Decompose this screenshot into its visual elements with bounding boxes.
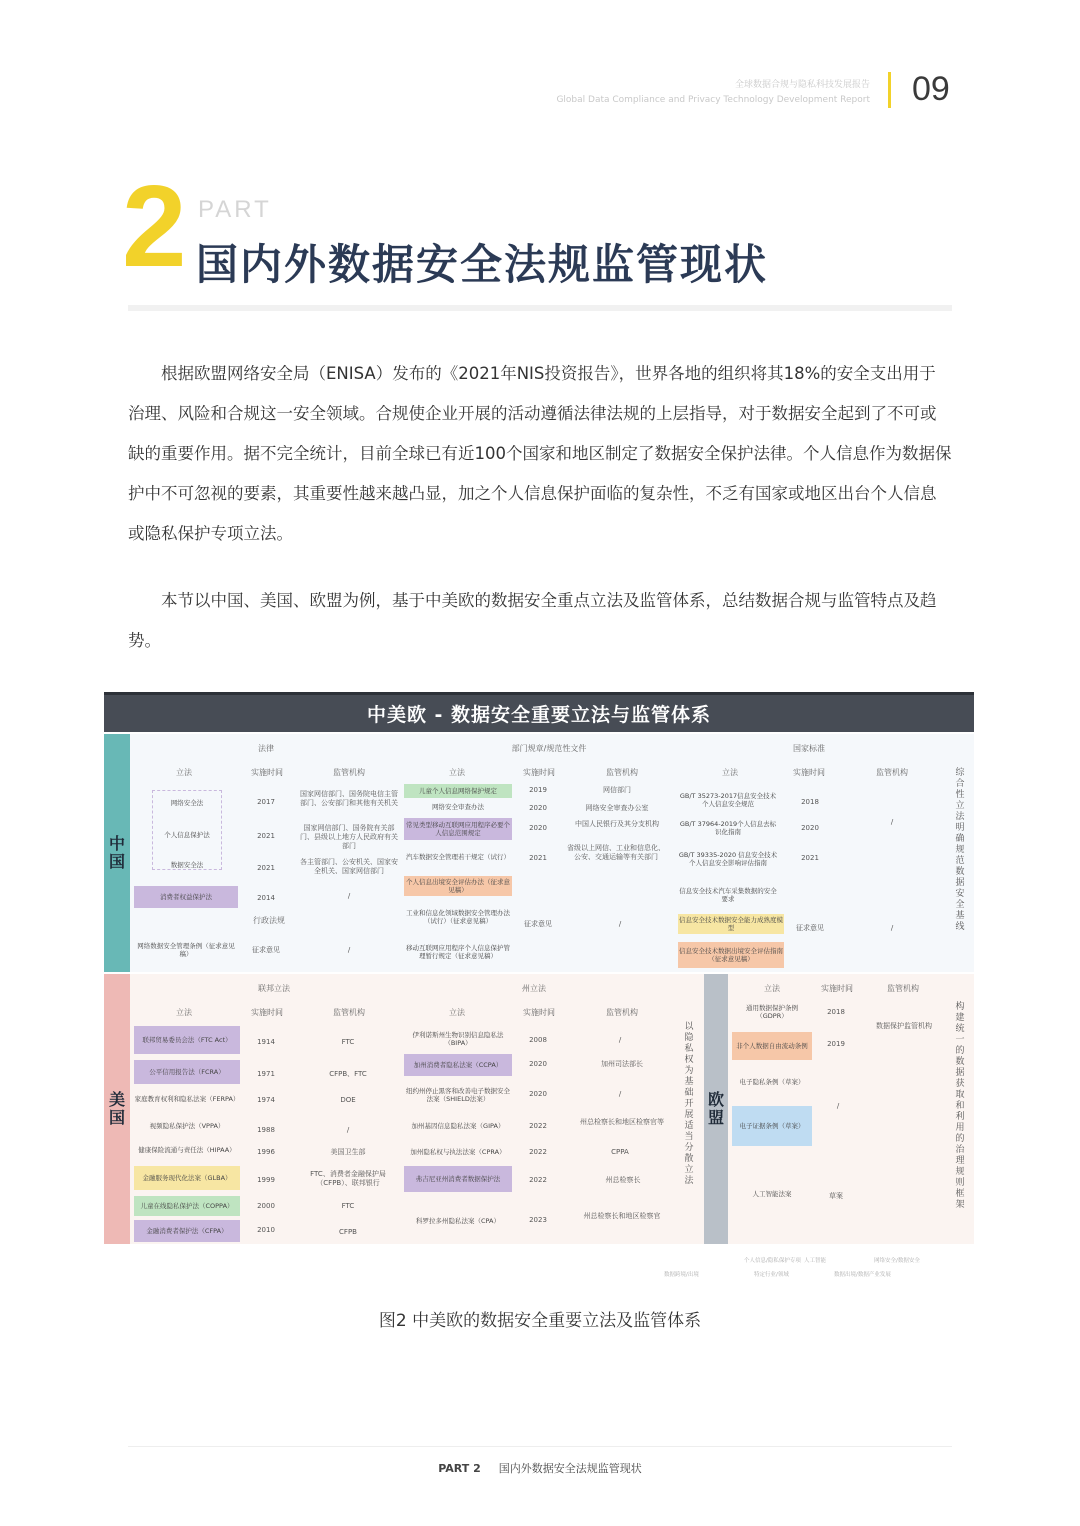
usa-federal-name: 公平信用报告法（FCRA） (134, 1060, 240, 1084)
usa-state-regulator: 州总检察长和地区检察官 (583, 1212, 661, 1220)
usa-federal-name: 儿童在线隐私保护法（COPPA） (134, 1196, 240, 1216)
china-law-regulator: 国家网信部门、国务院电信主管部门、公安部门和其他有关机关 (300, 790, 398, 807)
usa-state-regulator: 州总检察长和地区检察官等 (580, 1118, 664, 1126)
usa-side-note: 以隐私权为基础开展适当分散立法 (684, 1022, 694, 1186)
china-law-year: 2014 (257, 894, 275, 902)
legend-item: 人工智能 (804, 1258, 827, 1264)
usa-state-name: 加州基因信息隐私法案（GIPA） (411, 1122, 505, 1130)
figure-caption: 图2 中美欧的数据安全重要立法及监管体系 (378, 1311, 702, 1331)
legend-item: 数据跨境/出境 (664, 1272, 699, 1278)
china-dept-name: 移动互联网应用程序个人信息保护管理暂行规定（征求意见稿） (406, 944, 510, 960)
china-law-name: 数据安全法 (170, 861, 204, 869)
usa-federal-regulator: CFPB、FTC (329, 1070, 367, 1078)
usa-state-col-law: 立法 (449, 1008, 465, 1017)
eu-law-name: 电子隐私条例（草案） (739, 1078, 805, 1086)
usa-col-time: 实施时间 (251, 1008, 283, 1017)
usa-federal-name: 联邦贸易委员会法（FTC Act） (134, 1026, 240, 1054)
eu-law-name: 通用数据保护条例（GDPR） (746, 1004, 798, 1020)
china-dept-year: 2020 (529, 804, 547, 812)
china-dept-name: 常见类型移动互联网应用程序必要个人信息范围规定 (404, 818, 512, 840)
eu-col-reg: 监管机构 (887, 984, 919, 993)
usa-federal-year: 1996 (257, 1148, 275, 1156)
eu-law-year: 草案 (829, 1192, 843, 1200)
eu-col-law: 立法 (764, 984, 780, 993)
china-law-regulator: 各主管部门、公安机关、国家安全机关、国家网信部门 (300, 858, 398, 875)
china-col-reg: 监管机构 (333, 768, 365, 777)
china-dept-name: 儿童个人信息网络保护规定 (404, 784, 512, 798)
china-dept-regulator: 中国人民银行及其分支机构 (575, 820, 659, 828)
region-label-china: 中国 (104, 734, 130, 972)
usa-state-name: 伊利诺斯州生物识别信息隐私法（BIPA） (412, 1031, 504, 1047)
china-dept-regulator: 网信部门 (603, 786, 631, 794)
usa-federal-year: 1999 (257, 1176, 275, 1184)
usa-group-federal: 联邦立法 (258, 984, 290, 993)
china-std-year: 征求意见 (796, 924, 824, 932)
china-admin-year: 征求意见 (252, 946, 280, 954)
footer-title: 国内外数据安全法规监管现状 (498, 1462, 642, 1475)
eu-col-time: 实施时间 (821, 984, 853, 993)
china-std-col-time: 实施时间 (793, 768, 825, 777)
eu-law-year: 2018 (827, 1008, 845, 1016)
usa-state-col-time: 实施时间 (523, 1008, 555, 1017)
china-std-name: 信息安全技术数据安全能力成熟度模型 (679, 916, 783, 932)
china-group-admin: 行政法规 (253, 916, 285, 925)
china-dept-col-time: 实施时间 (523, 768, 555, 777)
usa-federal-name: 健康保险流通与责任法（HIPAA） (138, 1146, 236, 1154)
body-paragraph-2: 本节以中国、美国、欧盟为例，基于中美欧的数据安全重点立法及监管体系，总结数据合规与监管特点及趋势。 (128, 591, 937, 650)
china-dept-name: 网络安全审查办法 (432, 803, 484, 811)
china-dept-year: 2021 (529, 854, 547, 862)
usa-state-year: 2008 (529, 1036, 547, 1044)
report-title-en: Global Data Compliance and Privacy Technology Development Report (556, 95, 870, 105)
usa-state-regulator: / (618, 1036, 622, 1044)
china-std-year: 2021 (801, 854, 819, 862)
usa-state-regulator: / (618, 1090, 622, 1098)
china-std-name: GB/T 39335-2020 信息安全技术个人信息安全影响评估指南 (678, 851, 778, 867)
china-std-name: 信息安全技术数据出境安全评估指南（征求意见稿） (678, 942, 784, 968)
usa-federal-year: 2010 (257, 1226, 275, 1234)
body-paragraph-1: 根据欧盟网络安全局（ENISA）发布的《2021年NIS投资报告》，世界各地的组织将其18%的安全支出用于治理、风险和合规这一安全领域。合规使企业开展的活动遵循法律法规的上层指导，对于数据安全起到了不可或缺的重要作用。据不完全统计，目前全球已有近100个国家和地区制定了数据安全保护法律。个人信息作为数据保护中不可忽视的要素，其重要性越来越凸显，加之个人信息保护面临的复杂性，不乏有国家或地区出台个人信息或隐私保护专项立法。 (128, 364, 952, 543)
usa-state-year: 2020 (529, 1060, 547, 1068)
usa-federal-name: 视频隐私保护法（VPPA） (149, 1122, 225, 1130)
usa-state-regulator: 州总检察长 (605, 1176, 641, 1184)
china-dept-col-law: 立法 (449, 768, 465, 777)
china-dept-year: 2020 (529, 824, 547, 832)
china-dept-regulator: / (618, 920, 622, 928)
usa-state-regulator: CPPA (611, 1148, 629, 1156)
report-title-cn: 全球数据合规与隐私科技发展报告 (734, 80, 870, 90)
usa-state-name: 加州隐私权与执法法案（CPRA） (410, 1148, 506, 1156)
eu-law-name: 非个人数据自由流动条例 (732, 1032, 812, 1060)
china-law-name: 个人信息保护法 (164, 831, 210, 839)
usa-federal-name: 金融消费者保护法（CFPA） (134, 1220, 240, 1242)
china-std-regulator: / (890, 924, 894, 932)
region-label-eu: 欧盟 (704, 974, 728, 1244)
region-label-usa: 美国 (104, 974, 130, 1244)
section-number: 2 (122, 161, 187, 291)
china-admin-name: 网络数据安全管理条例（征求意见稿） (137, 942, 235, 958)
usa-state-col-reg: 监管机构 (606, 1008, 638, 1017)
footer (0, 1460, 1080, 1476)
china-law-regulator: 国家网信部门、国务院有关部门、县级以上地方人民政府有关部门 (300, 824, 398, 850)
china-dept-regulator: 省级以上网信、工业和信息化、公安、交通运输等有关部门 (567, 844, 665, 861)
eu-law-name: 人工智能法案 (752, 1190, 792, 1198)
china-dept-name: 个人信息出境安全评估办法（征求意见稿） (406, 878, 510, 894)
report-header (556, 78, 870, 108)
legend-item: 网络安全/数据安全 (874, 1258, 920, 1264)
usa-federal-name: 金融服务现代化法案（GLBA） (134, 1166, 240, 1190)
eu-side-note: 构建统一的数据获取和利用的治理规则框架 (955, 1002, 965, 1210)
legend-item: 特定行业/领域 (754, 1272, 789, 1278)
section-title: 国内外数据安全法规监管现状 (196, 240, 769, 289)
usa-group-state: 州立法 (522, 984, 546, 993)
usa-federal-year: 1971 (257, 1070, 275, 1078)
china-law-regulator: / (347, 892, 351, 900)
usa-federal-regulator: DOE (340, 1096, 356, 1104)
china-std-name: 信息安全技术汽车采集数据的安全要求 (679, 887, 777, 903)
usa-state-year: 2023 (529, 1216, 547, 1224)
usa-federal-regulator: 美国卫生部 (330, 1148, 366, 1156)
usa-federal-year: 1974 (257, 1096, 275, 1104)
china-std-name: GB/T 37964-2019个人信息去标识化指南 (679, 820, 777, 836)
china-std-year: 2018 (801, 798, 819, 806)
usa-state-name: 弗吉尼亚州消费者数据保护法 (404, 1166, 512, 1192)
footer-divider (128, 1446, 952, 1447)
china-group-dept: 部门规章/规范性文件 (511, 744, 587, 753)
china-col-time: 实施时间 (251, 768, 283, 777)
china-std-name: GB/T 35273-2017信息安全技术个人信息安全规范 (679, 792, 777, 808)
china-dept-year: 征求意见 (524, 920, 552, 928)
china-dept-name: 汽车数据安全管理若干规定（试行） (406, 853, 510, 861)
legend-item: 数据出境/数据产业发展 (834, 1272, 891, 1278)
usa-federal-regulator: FTC (341, 1202, 355, 1210)
section-divider (128, 305, 952, 311)
eu-law-name: 电子证据条例（草案） (732, 1106, 812, 1146)
usa-federal-year: 2000 (257, 1202, 275, 1210)
usa-state-name: 纽约州停止黑客和改善电子数据安全法案（SHIELD法案） (406, 1087, 510, 1103)
usa-col-law: 立法 (176, 1008, 192, 1017)
china-dept-col-reg: 监管机构 (606, 768, 638, 777)
china-group-law: 法律 (258, 744, 274, 753)
usa-federal-regulator: / (346, 1126, 350, 1134)
usa-federal-year: 1988 (257, 1126, 275, 1134)
usa-state-year: 2022 (529, 1148, 547, 1156)
china-dept-regulator: 网络安全审查办公室 (585, 804, 649, 812)
china-law-name: 消费者权益保护法 (134, 886, 238, 908)
usa-state-regulator: 加州司法部长 (601, 1060, 643, 1068)
china-std-year: 2020 (801, 824, 819, 832)
china-col-law: 立法 (176, 768, 192, 777)
usa-state-year: 2022 (529, 1122, 547, 1130)
china-std-col-reg: 监管机构 (876, 768, 908, 777)
usa-federal-regulator: CFPB (339, 1228, 357, 1236)
china-law-year: 2021 (257, 864, 275, 872)
page-number: 09 (912, 70, 950, 108)
china-dept-name: 工业和信息化领域数据安全管理办法（试行）（征求意见稿） (406, 909, 510, 925)
figure-title: 中美欧 - 数据安全重要立法与监管体系 (104, 692, 974, 732)
china-admin-regulator: / (347, 946, 351, 954)
china-group-std: 国家标准 (793, 744, 825, 753)
usa-federal-regulator: FTC、消费者金融保护局（CFPB）、联邦银行 (310, 1170, 386, 1187)
china-law-year: 2017 (257, 798, 275, 806)
part-label: PART (198, 196, 272, 223)
china-dept-year: 2019 (529, 786, 547, 794)
china-std-regulator: / (890, 818, 894, 826)
regulation-figure (104, 692, 974, 1282)
footer-part: PART 2 (438, 1462, 481, 1475)
usa-federal-name: 家庭教育权利和隐私法案（FERPA） (134, 1095, 240, 1103)
usa-federal-regulator: FTC (341, 1038, 355, 1046)
page-number-divider (888, 72, 891, 108)
legend-item: 个人信息/隐私保护专项 (744, 1258, 801, 1264)
usa-federal-year: 1914 (257, 1038, 275, 1046)
china-std-col-law: 立法 (722, 768, 738, 777)
china-law-year: 2021 (257, 832, 275, 840)
eu-law-regulator: / (836, 1102, 840, 1110)
china-law-name: 网络安全法 (170, 799, 204, 807)
usa-state-year: 2022 (529, 1176, 547, 1184)
eu-law-year: 2019 (827, 1040, 845, 1048)
eu-law-regulator: 数据保护监管机构 (876, 1022, 932, 1030)
usa-col-reg: 监管机构 (333, 1008, 365, 1017)
usa-state-year: 2020 (529, 1090, 547, 1098)
china-side-note: 综合性立法明确规范数据安全基线 (955, 768, 965, 932)
usa-state-name: 加州消费者隐私法案（CCPA） (404, 1054, 512, 1076)
usa-state-name: 科罗拉多州隐私法案（CPA） (416, 1217, 500, 1225)
